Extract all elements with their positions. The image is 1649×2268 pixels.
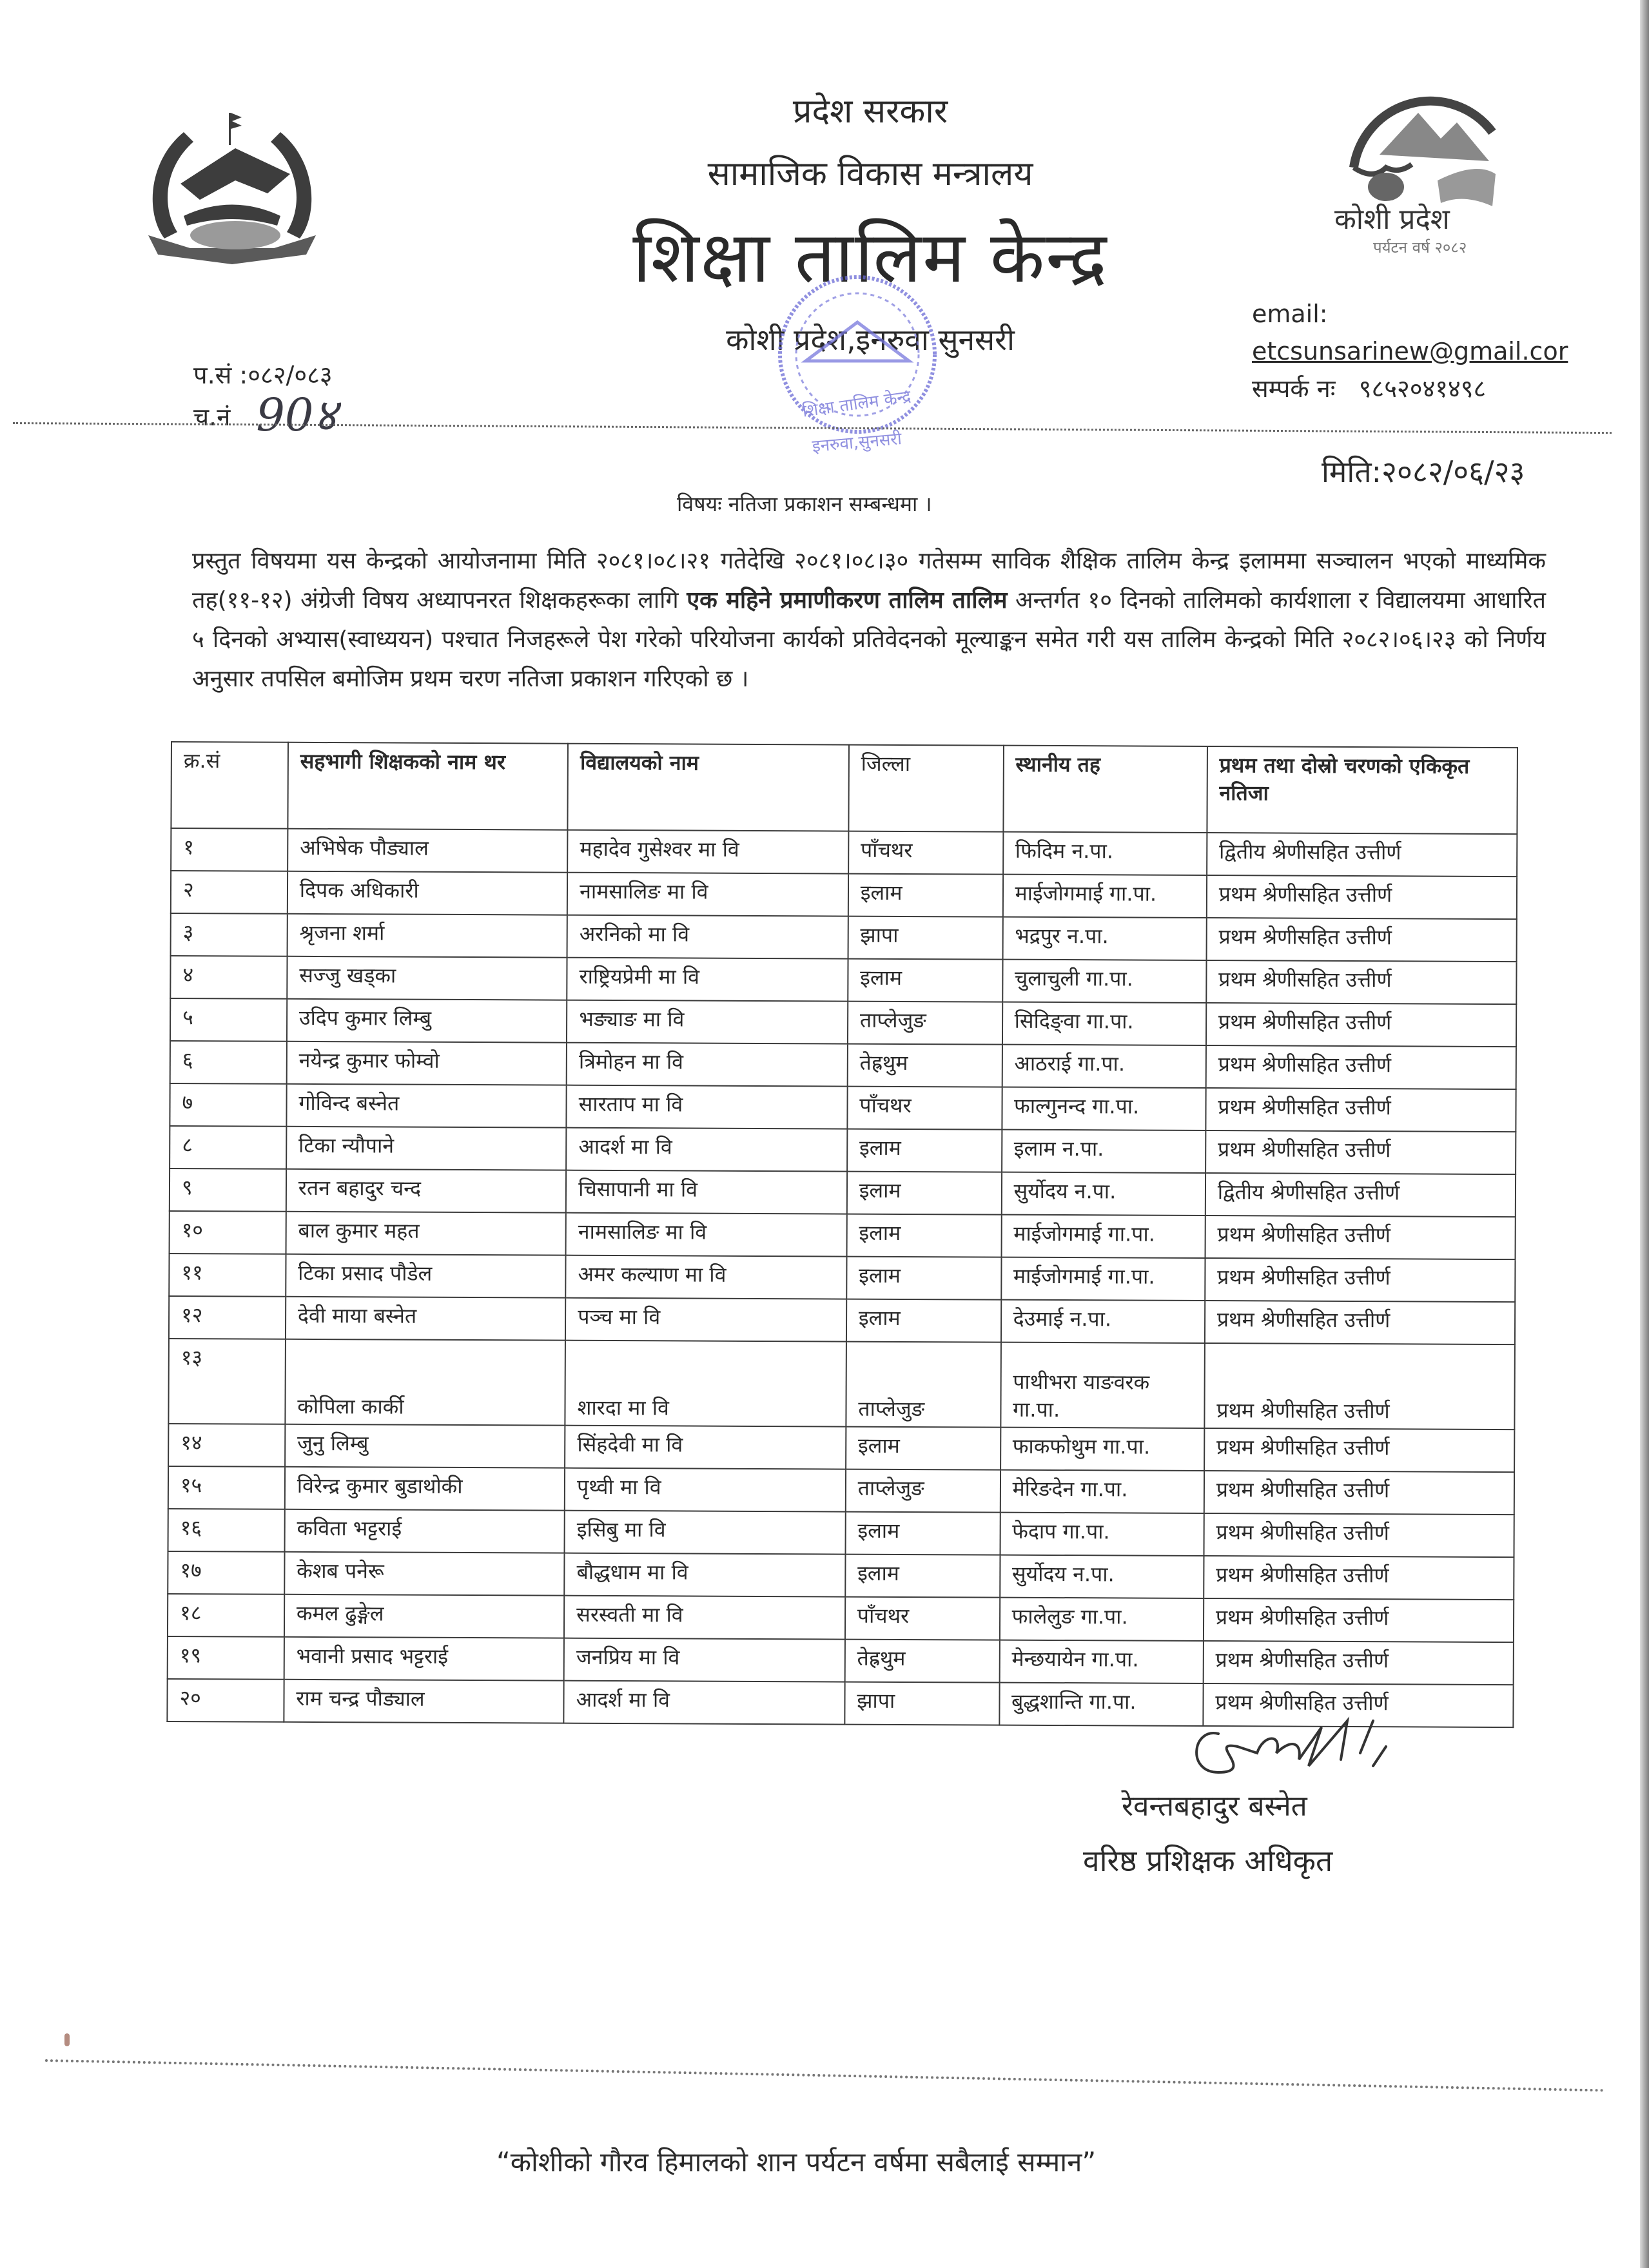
cell-teacher-name: कोपिला कार्की <box>285 1339 565 1426</box>
letter-date: मिति:२०८२/०६/२३ <box>1322 454 1525 489</box>
svg-text:शिक्षा तालिम केन्द्र: शिक्षा तालिम केन्द्र <box>801 387 912 422</box>
email-link[interactable]: etcsunsarinew@gmail.cor <box>1252 337 1568 365</box>
cell-district: पाँचथर <box>847 1087 1002 1130</box>
cell-school-name: चिसापानी मा वि <box>566 1170 847 1214</box>
email-label: email: <box>1252 300 1328 328</box>
cell-serial: ३ <box>171 913 288 956</box>
table-row <box>170 1083 1516 1132</box>
cell-district: इलाम <box>845 1555 1000 1598</box>
table-row <box>171 828 1517 877</box>
signature-icon <box>1180 1714 1425 1792</box>
cell-serial: ६ <box>170 1041 287 1084</box>
header-teacher-name: सहभागी शिक्षकको नाम थर <box>288 742 568 830</box>
cell-teacher-name: भवानी प्रसाद भट्टराई <box>284 1637 564 1681</box>
cell-district: इलाम <box>845 1512 1000 1555</box>
nepal-government-emblem-icon <box>139 103 326 271</box>
signatory-title: वरिष्ठ प्रशिक्षक अधिकृत <box>1083 1843 1333 1878</box>
cell-local-level: फेदाप गा.पा. <box>1000 1513 1204 1556</box>
cell-serial: १७ <box>168 1551 284 1594</box>
cell-teacher-name: गोविन्द बस्नेत <box>286 1084 567 1128</box>
results-table <box>166 741 1518 1728</box>
body-part-2: अन्तर्गत १० दिनको तालिमको कार्यशाला र विद्यालयमा आधारित ५ दिनको अभ्यास(स्वाध्ययन) पश्चात निजहरूले पेश गरेको परियोजना कार्यको प्रतिवेदनको मूल्याङ्कन समेत गरी यस तालिम केन्द्रको मिति २०८२।०६।२३ को निर्णय अनुसार तपसिल बमोजिम प्रथम चरण नतिजा प्रकाशन गरिएको छ । <box>192 587 1546 692</box>
table-row <box>171 913 1517 962</box>
cell-teacher-name: टिका न्यौपाने <box>286 1127 567 1170</box>
cell-teacher-name: राम चन्द्र पौड्याल <box>284 1680 564 1723</box>
cell-school-name: पञ्च मा वि <box>565 1298 846 1342</box>
cell-result: प्रथम श्रेणीसहित उत्तीर्ण <box>1205 1258 1515 1302</box>
cell-district: तेह्रथुम <box>847 1044 1002 1087</box>
cell-teacher-name: देवी माया बस्नेत <box>286 1297 566 1341</box>
cell-serial: ५ <box>170 998 287 1042</box>
table-row <box>170 1211 1516 1259</box>
cell-school-name: सरस्वती मा वि <box>564 1596 845 1640</box>
cell-district: इलाम <box>848 959 1002 1002</box>
cell-teacher-name: केशब पनेरू <box>284 1552 565 1596</box>
cell-result: प्रथम श्रेणीसहित उत्तीर्ण <box>1205 1130 1516 1174</box>
cell-teacher-name: कमल ढुङ्गेल <box>284 1594 565 1638</box>
cell-result: प्रथम श्रेणीसहित उत्तीर्ण <box>1204 1471 1514 1515</box>
cell-local-level: भद्रपुर न.पा. <box>1002 917 1207 960</box>
cell-local-level: इलाम न.पा. <box>1002 1130 1206 1173</box>
cell-result: द्वितीय श्रेणीसहित उत्तीर्ण <box>1205 1173 1516 1217</box>
cell-result: प्रथम श्रेणीसहित उत्तीर्ण <box>1205 1301 1515 1344</box>
cell-result: प्रथम श्रेणीसहित उत्तीर्ण <box>1203 1683 1513 1727</box>
cell-school-name: पृथ्वी मा वि <box>565 1468 846 1512</box>
cell-result: प्रथम श्रेणीसहित उत्तीर्ण <box>1205 1216 1515 1259</box>
cell-result: प्रथम श्रेणीसहित उत्तीर्ण <box>1204 1343 1515 1430</box>
cell-district: इलाम <box>847 1129 1002 1172</box>
cell-local-level: माईजोगमाई गा.पा. <box>1001 1215 1205 1258</box>
table-row <box>168 1594 1514 1642</box>
phone-label: सम्पर्क नः <box>1252 374 1336 403</box>
cell-serial: १६ <box>168 1509 285 1552</box>
cell-school-name: अमर कल्याण मा वि <box>565 1255 846 1299</box>
letter-subject: विषयः नतिजा प्रकाशन सम्बन्धमा । <box>677 492 932 516</box>
table-row <box>169 1296 1515 1344</box>
cell-teacher-name: कविता भट्टराई <box>284 1509 565 1553</box>
scan-speck <box>64 2033 70 2046</box>
cell-district: इलाम <box>846 1257 1001 1300</box>
footer-divider <box>45 2059 1605 2091</box>
header-local-level: स्थानीय तह <box>1003 746 1207 833</box>
header-serial: क्र.सं <box>171 742 288 829</box>
cell-district: इलाम <box>848 874 1003 917</box>
table-row <box>170 956 1516 1004</box>
cell-result: प्रथम श्रेणीसहित उत्तीर्ण <box>1203 1641 1513 1685</box>
cell-local-level: चुलाचुली गा.पा. <box>1002 960 1207 1003</box>
cell-local-level: सिदिङ्वा गा.पा. <box>1002 1002 1207 1045</box>
cell-teacher-name: जुनु लिम्बु <box>285 1424 565 1468</box>
cell-result: प्रथम श्रेणीसहित उत्तीर्ण <box>1205 1088 1516 1132</box>
cell-serial: ९ <box>170 1168 286 1212</box>
cell-serial: १९ <box>168 1636 284 1680</box>
cell-school-name: भङ्याङ मा वि <box>567 1000 848 1044</box>
fiscal-year-label: प.सं : <box>193 361 248 389</box>
header-ministry: सामाजिक विकास मन्त्रालय <box>707 155 1033 193</box>
cell-serial: ८ <box>170 1126 286 1169</box>
body-bold-phrase: एक महिने प्रमाणीकरण तालिम तालिम <box>687 587 1008 614</box>
cell-local-level: पाथीभरा याङवरक गा.पा. <box>1000 1342 1205 1428</box>
fiscal-year-value: ०८२/०८३ <box>248 361 333 389</box>
cell-result: प्रथम श्रेणीसहित उत्तीर्ण <box>1204 1556 1514 1600</box>
cell-district: पाँचथर <box>845 1597 1000 1640</box>
dispatch-number: 90४ <box>256 389 337 441</box>
cell-result: प्रथम श्रेणीसहित उत्तीर्ण <box>1204 1598 1514 1642</box>
cell-school-name: जनप्रिय मा वि <box>564 1638 845 1682</box>
cell-district: ताप्लेजुङ <box>848 1002 1002 1045</box>
svg-text:इनरुवा,सुनसरी: इनरुवा,सुनसरी <box>811 429 903 457</box>
cell-serial: १० <box>170 1211 286 1254</box>
cell-local-level: फालेलुङ गा.पा. <box>999 1598 1204 1641</box>
table-body <box>167 828 1517 1727</box>
logo-sub-text: पर्यटन वर्ष २०८२ <box>1373 238 1467 257</box>
cell-teacher-name: नयेन्द्र कुमार फोम्वो <box>287 1042 567 1085</box>
cell-school-name: नामसालिङ मा वि <box>567 873 848 916</box>
header-school-name: विद्यालयको नाम <box>568 744 849 831</box>
body-part-1: प्रस्तुत विषयमा यस केन्द्रको आयोजनामा मिति २०८१।०८।२१ गतेदेखि २०८१।०८।३० गतेसम्म साविक शैक्षिक तालिम केन्द्र इलाममा सञ्चालन भएको माध्यमिक तह(११-१२) अंग्रेजी विषय अध्यापनरत शिक्षकहरूका लागि <box>192 548 1546 614</box>
cell-local-level: देउमाई न.पा. <box>1001 1300 1205 1343</box>
cell-result: द्वितीय श्रेणीसहित उत्तीर्ण <box>1207 833 1517 877</box>
cell-serial: १ <box>171 828 288 871</box>
cell-serial: १८ <box>168 1594 284 1637</box>
cell-result: प्रथम श्रेणीसहित उत्तीर्ण <box>1206 960 1516 1004</box>
cell-district: इलाम <box>847 1172 1002 1215</box>
cell-result: प्रथम श्रेणीसहित उत्तीर्ण <box>1204 1513 1514 1557</box>
cell-district: झापा <box>848 916 1002 960</box>
cell-local-level: फाकफोथुम गा.पा. <box>1000 1428 1205 1471</box>
cell-teacher-name: दिपक अधिकारी <box>288 871 568 915</box>
cell-school-name: आदर्श मा वि <box>563 1681 844 1725</box>
cell-serial: ४ <box>170 956 287 999</box>
table-row <box>168 1509 1514 1557</box>
table-row <box>168 1551 1514 1600</box>
cell-result: प्रथम श्रेणीसहित उत्तीर्ण <box>1205 1045 1516 1089</box>
table-row <box>168 1466 1514 1515</box>
cell-school-name: अरनिको मा वि <box>567 915 848 959</box>
cell-result: प्रथम श्रेणीसहित उत्तीर्ण <box>1206 1003 1516 1047</box>
cell-serial: १५ <box>168 1466 285 1509</box>
cell-serial: २० <box>167 1679 284 1722</box>
cell-district: झापा <box>844 1682 999 1725</box>
footer-slogan: “कोशीको गौरव हिमालको शान पर्यटन वर्षमा सबैलाई सम्मान” <box>496 2146 1097 2178</box>
cell-teacher-name: रतन बहादुर चन्द <box>286 1169 567 1213</box>
office-stamp-icon <box>728 264 986 477</box>
cell-serial: ११ <box>169 1254 286 1297</box>
phone-number: ९८५२०४१४९८ <box>1358 374 1487 403</box>
cell-local-level: माईजोगमाई गा.पा. <box>1002 875 1207 918</box>
cell-school-name: त्रिमोहन मा वि <box>567 1043 848 1087</box>
cell-district: इलाम <box>846 1427 1000 1470</box>
table-row <box>170 1168 1516 1217</box>
cell-school-name: महादेव गुसेश्वर मा वि <box>567 830 848 874</box>
cell-school-name: राष्ट्रियप्रेमी मा वि <box>567 958 848 1002</box>
cell-local-level: सुर्योदय न.पा. <box>1001 1172 1205 1216</box>
header-district: जिल्ला <box>848 745 1003 832</box>
cell-school-name: बौद्धधाम मा वि <box>564 1553 845 1597</box>
cell-teacher-name: टिका प्रसाद पौडेल <box>286 1254 566 1298</box>
table-row <box>171 871 1517 919</box>
cell-teacher-name: उदिप कुमार लिम्बु <box>287 999 567 1043</box>
cell-teacher-name: श्रृजना शर्मा <box>287 914 567 958</box>
table-row <box>170 1041 1516 1089</box>
cell-school-name: सिंहदेवी मा वि <box>565 1426 846 1469</box>
table-header-row <box>171 742 1517 834</box>
table-row <box>170 1126 1516 1174</box>
header-title: शिक्षा तालिम केन्द्र <box>632 216 1108 298</box>
cell-local-level: मेन्छयायेन गा.पा. <box>999 1640 1204 1683</box>
cell-teacher-name: सज्जु खड्का <box>287 956 567 1000</box>
cell-local-level: सुर्योदय न.पा. <box>1000 1555 1204 1598</box>
cell-local-level: बुद्धशान्ति गा.पा. <box>999 1683 1204 1726</box>
cell-district: इलाम <box>846 1299 1001 1342</box>
cell-local-level: माईजोगमाई गा.पा. <box>1001 1257 1205 1301</box>
signatory-name: रेवन्तबहादुर बस्नेत <box>1122 1790 1307 1823</box>
cell-local-level: फिदिम न.पा. <box>1003 832 1207 875</box>
cell-district: इलाम <box>846 1214 1001 1257</box>
cell-serial: १४ <box>168 1424 285 1467</box>
cell-school-name: शारदा मा वि <box>565 1341 846 1427</box>
cell-school-name: इसिबु मा वि <box>565 1511 846 1555</box>
cell-local-level: आठराई गा.पा. <box>1002 1045 1206 1088</box>
header-result: प्रथम तथा दोस्रो चरणको एकिकृत नतिजा <box>1207 746 1517 834</box>
logo-main-text: कोशी प्रदेश <box>1334 203 1450 236</box>
cell-local-level: फाल्गुनन्द गा.पा. <box>1002 1087 1206 1130</box>
cell-result: प्रथम श्रेणीसहित उत्तीर्ण <box>1204 1428 1514 1472</box>
cell-serial: १३ <box>168 1339 285 1424</box>
cell-school-name: आदर्श मा वि <box>566 1128 847 1172</box>
table-row <box>168 1339 1515 1430</box>
contact-block <box>1252 295 1649 407</box>
cell-result: प्रथम श्रेणीसहित उत्तीर्ण <box>1206 918 1516 962</box>
cell-school-name: सारताप मा वि <box>567 1085 848 1129</box>
cell-result: प्रथम श्रेणीसहित उत्तीर्ण <box>1207 875 1517 919</box>
table-row <box>168 1636 1514 1685</box>
cell-school-name: नामसालिङ मा वि <box>566 1213 847 1257</box>
cell-district: पाँचथर <box>848 831 1003 875</box>
cell-serial: १२ <box>169 1296 286 1339</box>
header-address: कोशी प्रदेश,इनरुवा सुनसरी <box>726 322 1015 357</box>
dispatch-label: च.नं <box>193 403 231 431</box>
table-row <box>169 1254 1515 1302</box>
cell-teacher-name: बाल कुमार महत <box>286 1212 566 1255</box>
header-government: प्रदेश सरकार <box>792 92 948 131</box>
cell-district: ताप्लेजुङ <box>846 1469 1000 1513</box>
cell-serial: ७ <box>170 1083 286 1127</box>
koshi-pradesh-tourism-logo-icon <box>1328 84 1521 264</box>
table-row <box>170 998 1516 1047</box>
cell-serial: २ <box>171 871 288 914</box>
cell-teacher-name: विरेन्द्र कुमार बुडाथोकी <box>285 1467 565 1511</box>
table-row <box>168 1424 1514 1472</box>
cell-district: तेह्रथुम <box>844 1640 999 1683</box>
letter-body <box>192 541 1546 699</box>
cell-district: ताप्लेजुङ <box>846 1342 1000 1428</box>
cell-teacher-name: अभिषेक पौड्याल <box>288 829 568 873</box>
cell-local-level: मेरिङदेन गा.पा. <box>1000 1470 1204 1513</box>
